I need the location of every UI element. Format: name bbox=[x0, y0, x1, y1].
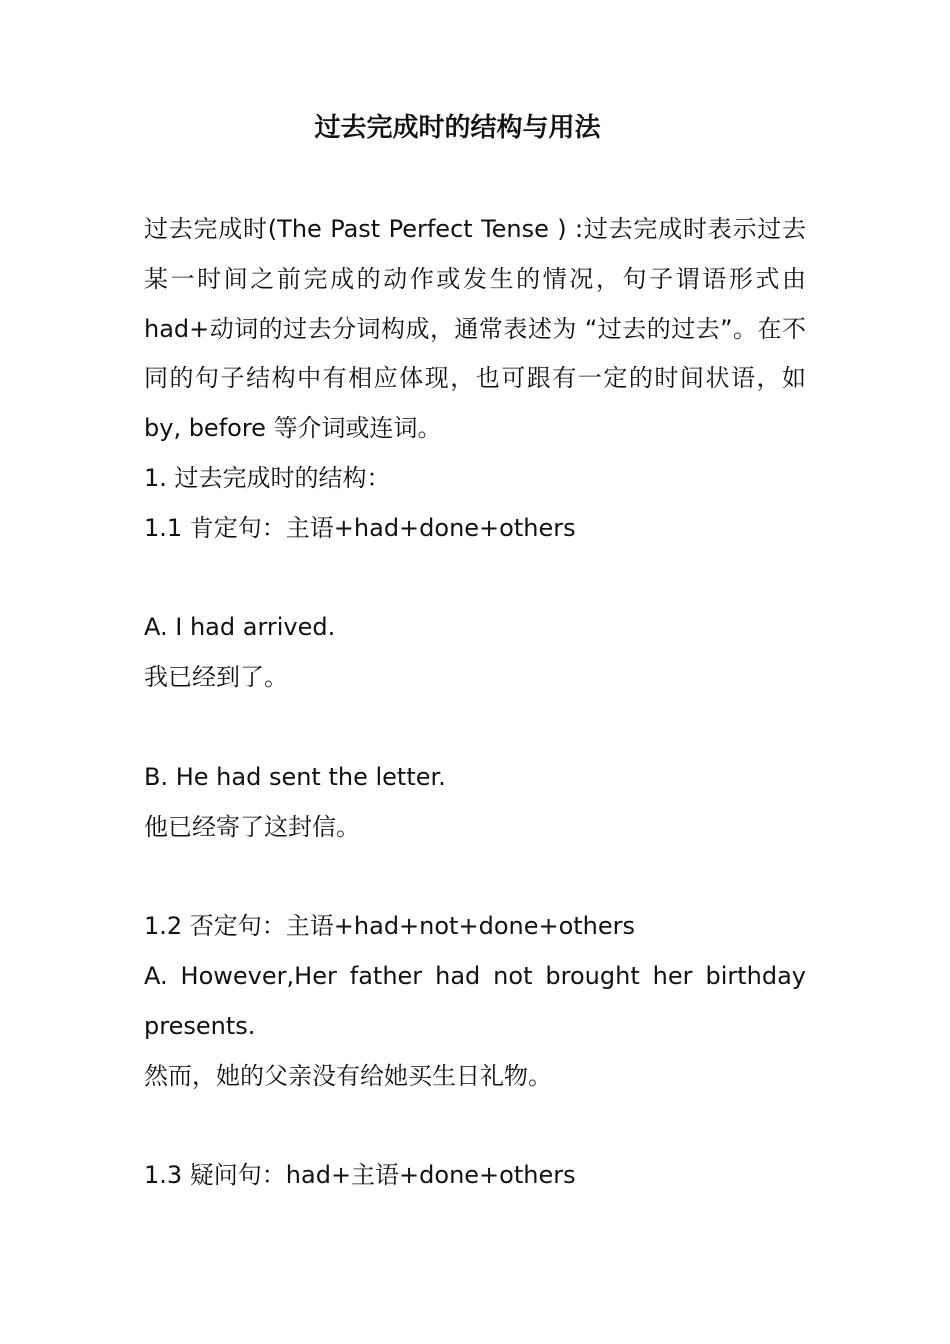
page-title: 过去完成时的结构与用法 bbox=[314, 113, 601, 143]
affirmative-example-b-zh: 他已经寄了这封信。 bbox=[144, 812, 360, 841]
affirmative-example-b-en: B. He had sent the letter. bbox=[144, 762, 446, 791]
blank-line bbox=[144, 1101, 806, 1151]
affirmative-example-a-en: A. I had arrived. bbox=[144, 613, 336, 642]
blank-line bbox=[144, 852, 806, 902]
affirmative-heading: 1.1 肯定句：主语+had+done+others bbox=[144, 513, 576, 542]
blank-line bbox=[144, 554, 806, 604]
negative-example-a-zh: 然而，她的父亲没有给她买生日礼物。 bbox=[144, 1061, 552, 1090]
affirmative-example-a-zh: 我已经到了。 bbox=[144, 663, 288, 692]
section-heading-structure: 1. 过去完成时的结构： bbox=[144, 463, 391, 492]
intro-paragraph: 过去完成时(The Past Perfect Tense ) :过去完成时表示过去某一时间之前完成的动作或发生的情况，句子谓语形式由had+动词的过去分词构成，通常表述为 “过去的过去”。在不同的句子结构中有相应体现，也可跟有一定的时间状语，如 by, before 等介词或连词。 bbox=[144, 215, 806, 443]
negative-example-a-en: A. However,Her father had not brought her birthday presents. bbox=[144, 961, 806, 1040]
blank-line bbox=[144, 703, 806, 753]
negative-heading: 1.2 否定句：主语+had+not+done+others bbox=[144, 912, 636, 941]
document-body bbox=[144, 205, 806, 1201]
interrogative-heading: 1.3 疑问句：had+主语+done+others bbox=[144, 1161, 576, 1190]
